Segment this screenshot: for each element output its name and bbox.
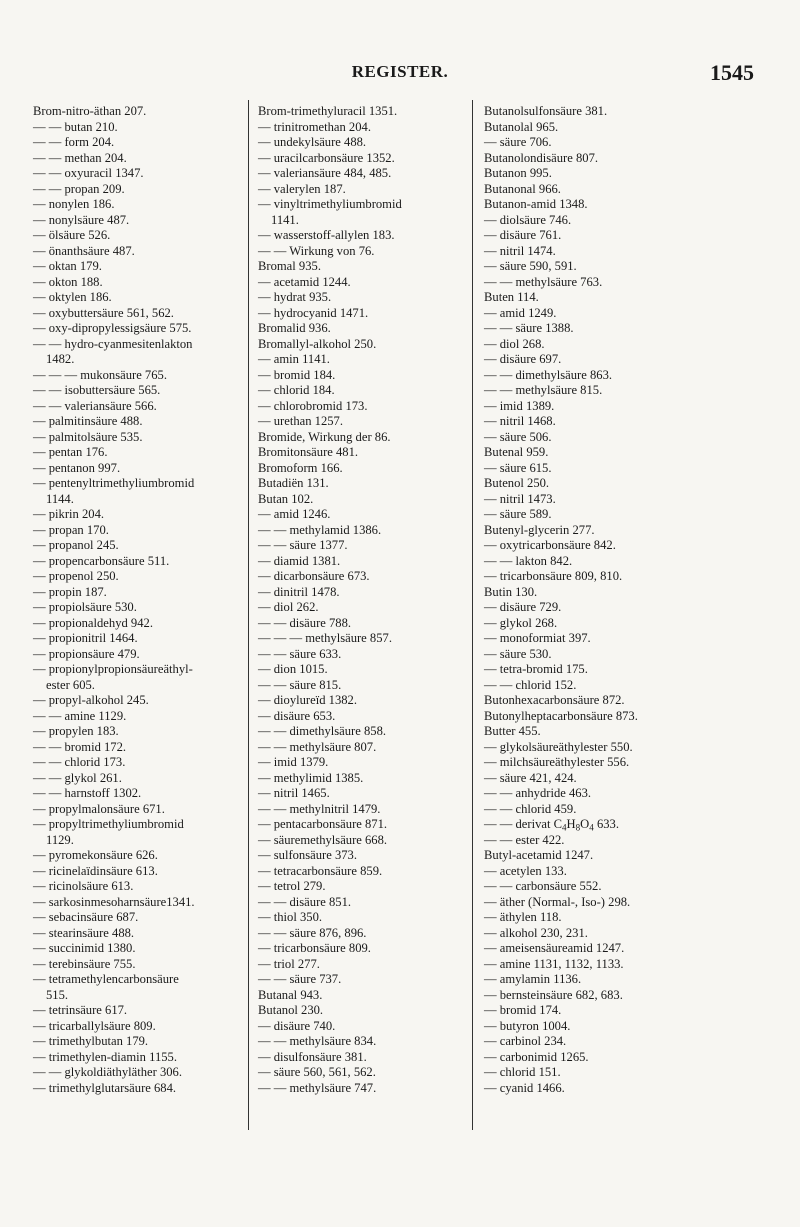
index-entry: — — disäure 851.: [258, 894, 352, 909]
index-entry: — — säure 1377.: [258, 538, 348, 552]
index-entry: — — bromid 172.: [33, 739, 127, 754]
index-entry: — säure 590, 591.: [484, 259, 577, 273]
index-entry: Butanolsulfonsäure 381.: [484, 104, 608, 118]
index-entry: — tetrol 279.: [258, 879, 326, 893]
index-entry: — — chlorid 459.: [484, 801, 577, 816]
index-entry: — amin 1141.: [258, 352, 330, 366]
index-entry: Butanon-amid 1348.: [484, 197, 588, 211]
index-entry: — — chlorid 173.: [33, 755, 126, 769]
index-entry: — butyron 1004.: [484, 1018, 571, 1033]
index-entry: — — glykol 261.: [33, 770, 122, 785]
index-entry: — succinimid 1380.: [33, 941, 136, 955]
index-entry: — säure 530.: [484, 646, 552, 661]
index-entry: — acetamid 1244.: [258, 274, 351, 289]
index-entry: — diol 262.: [258, 600, 319, 614]
index-entry: — — methylsäure 807.: [258, 739, 377, 754]
index-entry: — carbonimid 1265.: [484, 1049, 589, 1064]
index-entry: Butenol 250.: [484, 476, 550, 490]
column-divider: [472, 100, 473, 1130]
index-entry: — — methylsäure 747.: [258, 1080, 377, 1095]
index-entry: — — amine 1129.: [33, 708, 127, 723]
index-entry: — sarkosinmesoharnsäure1341.: [33, 894, 195, 909]
index-entry: — thiol 350.: [258, 910, 323, 924]
index-entry: — — disäure 788.: [258, 615, 352, 630]
index-entry: — — harnstoff 1302.: [33, 786, 142, 800]
index-entry: 515.: [46, 987, 69, 1002]
index-entry: — — form 204.: [33, 135, 115, 149]
index-entry: Butanol 230.: [258, 1003, 324, 1017]
index-entry: Butadiën 131.: [258, 476, 329, 490]
index-entry: Brom-nitro-äthan 207.: [33, 104, 147, 118]
index-entry: — — chlorid 152.: [484, 677, 577, 692]
index-entry: — hydrocyanid 1471.: [258, 305, 369, 320]
index-entry: — — dimethylsäure 858.: [258, 724, 387, 738]
index-entry: — oxytricarbonsäure 842.: [484, 538, 616, 552]
index-column-2: [258, 104, 472, 1096]
index-entry: — pentenyltrimethyliumbromid: [33, 476, 195, 490]
index-entry: — ricinelaïdinsäure 613.: [33, 863, 158, 878]
index-entry: — — isobuttersäure 565.: [33, 383, 161, 397]
index-entry: — disäure 729.: [484, 600, 562, 614]
index-entry: — — methylsäure 815.: [484, 383, 603, 397]
index-entry: — säuremethylsäure 668.: [258, 832, 388, 847]
index-entry: — nitril 1474.: [484, 243, 556, 258]
index-entry: — önanthsäure 487.: [33, 243, 135, 258]
index-entry: ester 605.: [46, 677, 95, 692]
index-entry: — ameisensäureamid 1247.: [484, 941, 625, 955]
index-entry: — bromid 184.: [258, 367, 336, 382]
index-entry: — trimethylen-diamin 1155.: [33, 1049, 177, 1064]
index-entry: — propionsäure 479.: [33, 646, 140, 661]
index-entry: — uracilcarbonsäure 1352.: [258, 150, 395, 165]
index-entry: — tricarbonsäure 809, 810.: [484, 569, 623, 583]
index-entry: — bromid 174.: [484, 1003, 562, 1017]
index-entry: — chlorobromid 173.: [258, 398, 368, 413]
index-entry: 1129.: [46, 832, 74, 847]
index-entry: — — methylsäure 763.: [484, 274, 603, 289]
index-entry: — ölsäure 526.: [33, 228, 111, 242]
index-entry: — — glykoldiäthyläther 306.: [33, 1065, 183, 1079]
index-entry: — glykol 268.: [484, 615, 558, 630]
index-entry: — tricarbonsäure 809.: [258, 941, 371, 955]
index-entry: — pyromekonsäure 626.: [33, 848, 158, 862]
index-entry: — cyanid 1466.: [484, 1080, 565, 1095]
index-entry: — chlorid 184.: [258, 383, 335, 397]
index-entry: — trinitromethan 204.: [258, 119, 371, 134]
index-entry: — propanol 245.: [33, 538, 119, 552]
index-entry: — — ester 422.: [484, 832, 565, 847]
index-entry: — hydrat 935.: [258, 290, 332, 304]
index-entry: 1141.: [271, 212, 299, 227]
index-entry: — propencarbonsäure 511.: [33, 553, 170, 568]
index-entry: — propylen 183.: [33, 724, 119, 738]
index-entry: — vinyltrimethyliumbromid: [258, 197, 402, 211]
index-entry: — dioylureïd 1382.: [258, 693, 357, 707]
index-entry: — nonylsäure 487.: [33, 212, 130, 227]
index-entry: — oxybuttersäure 561, 562.: [33, 305, 174, 320]
index-entry: — pentacarbonsäure 871.: [258, 817, 388, 831]
index-entry: — säure 421, 424.: [484, 770, 577, 785]
index-entry: Bromallyl-alkohol 250.: [258, 336, 377, 351]
index-entry: — propiolsäure 530.: [33, 600, 137, 614]
index-entry: Butter 455.: [484, 724, 541, 738]
index-entry: — sulfonsäure 373.: [258, 848, 357, 862]
index-entry: — säure 706.: [484, 135, 552, 149]
index-entry: — oktylen 186.: [33, 290, 112, 304]
index-entry: Butanon 995.: [484, 166, 552, 180]
index-entry: — disäure 653.: [258, 708, 336, 723]
index-entry: — milchsäureäthylester 556.: [484, 755, 630, 769]
index-entry: — okton 188.: [33, 274, 103, 289]
index-entry: — glykolsäureäthylester 550.: [484, 739, 633, 754]
index-entry: 1144.: [46, 491, 74, 506]
index-entry: 1482.: [46, 352, 75, 366]
index-entry: — säure 615.: [484, 460, 552, 475]
index-entry: — pentanon 997.: [33, 460, 121, 475]
index-entry: — diamid 1381.: [258, 553, 341, 568]
index-entry: — methylimid 1385.: [258, 770, 364, 785]
index-entry: — äthylen 118.: [484, 910, 562, 924]
index-entry: — chlorid 151.: [484, 1065, 561, 1079]
index-entry: — säure 589.: [484, 507, 552, 521]
index-entry: — — butan 210.: [33, 119, 118, 134]
index-entry: — — derivat $C_4H_8O_4$ 633.: [484, 817, 619, 833]
index-entry: — tricarballylsäure 809.: [33, 1018, 156, 1033]
index-entry: — disäure 697.: [484, 352, 562, 366]
index-entry: — monoformiat 397.: [484, 631, 591, 645]
index-entry: — ricinolsäure 613.: [33, 879, 134, 893]
index-entry: — — methylsäure 834.: [258, 1034, 377, 1048]
index-entry: Butin 130.: [484, 584, 538, 599]
index-entry: Bromoform 166.: [258, 460, 343, 475]
index-entry: — — säure 633.: [258, 646, 342, 661]
index-entry: — amid 1246.: [258, 507, 331, 521]
index-entry: — oktan 179.: [33, 259, 102, 273]
index-entry: — undekylsäure 488.: [258, 135, 367, 149]
index-entry: — oxy-dipropylessigsäure 575.: [33, 321, 192, 335]
index-entry: — amylamin 1136.: [484, 972, 582, 986]
index-entry: — — methylnitril 1479.: [258, 801, 381, 816]
index-entry: — — säure 876, 896.: [258, 925, 367, 940]
index-entry: — carbinol 234.: [484, 1034, 567, 1048]
index-entry: — pentan 176.: [33, 445, 108, 459]
index-entry: — — — methylsäure 857.: [258, 631, 392, 645]
index-entry: — — carbonsäure 552.: [484, 879, 602, 893]
index-entry: Butonylheptacarbonsäure 873.: [484, 708, 638, 723]
index-entry: Bromide, Wirkung der 86.: [258, 429, 391, 444]
index-entry: — trimethylbutan 179.: [33, 1034, 149, 1048]
index-entry: — — — mukonsäure 765.: [33, 367, 167, 382]
index-entry: Butanolondisäure 807.: [484, 150, 599, 165]
index-entry: — tetramethylencarbonsäure: [33, 972, 179, 986]
index-entry: — trimethylglutarsäure 684.: [33, 1080, 177, 1095]
index-entry: — triol 277.: [258, 956, 320, 971]
index-entry: — imid 1389.: [484, 398, 555, 413]
index-entry: — — dimethylsäure 863.: [484, 367, 613, 382]
index-entry: — propyltrimethyliumbromid: [33, 817, 184, 831]
index-entry: Buten 114.: [484, 290, 539, 304]
index-entry: Butanolal 965.: [484, 119, 559, 134]
index-entry: — nitril 1468.: [484, 414, 556, 428]
index-entry: — äther (Normal-, Iso-) 298.: [484, 894, 631, 909]
page-number: 1545: [710, 60, 754, 85]
index-entry: — säure 560, 561, 562.: [258, 1065, 376, 1079]
index-entry: — palmitolsäure 535.: [33, 429, 143, 444]
index-entry: — dion 1015.: [258, 662, 328, 676]
index-entry: — — Wirkung von 76.: [258, 243, 375, 258]
index-entry: — disäure 761.: [484, 228, 562, 242]
index-column-1: [33, 104, 251, 1096]
index-entry: — amid 1249.: [484, 305, 557, 320]
page-title: REGISTER.: [351, 62, 449, 81]
index-entry: — disäure 740.: [258, 1018, 336, 1033]
index-entry: — valerylen 187.: [258, 181, 346, 196]
index-column-3: [484, 104, 784, 1096]
index-entry: — propin 187.: [33, 584, 107, 599]
index-entry: Butenyl-glycerin 277.: [484, 522, 595, 537]
index-entry: — palmitinsäure 488.: [33, 414, 143, 428]
index-entry: — propylmalonsäure 671.: [33, 801, 165, 816]
index-entry: — säure 506.: [484, 429, 552, 444]
index-entry: — tetra-bromid 175.: [484, 662, 588, 676]
index-entry: — — valeriansäure 566.: [33, 398, 157, 413]
index-entry: Butan 102.: [258, 491, 314, 506]
index-entry: — propyl-alkohol 245.: [33, 693, 149, 707]
index-entry: — pikrin 204.: [33, 507, 105, 521]
index-entry: — bernsteinsäure 682, 683.: [484, 987, 623, 1002]
index-entry: — propenol 250.: [33, 569, 119, 583]
index-entry: Brom-trimethyluracil 1351.: [258, 104, 398, 118]
index-entry: — nitril 1465.: [258, 786, 330, 800]
index-entry: — — methylamid 1386.: [258, 522, 382, 537]
index-entry: — propan 170.: [33, 522, 109, 537]
index-entry: — valeriansäure 484, 485.: [258, 166, 392, 180]
index-entry: — diolsäure 746.: [484, 212, 572, 227]
index-entry: — stearinsäure 488.: [33, 925, 135, 940]
index-entry: — — propan 209.: [33, 181, 125, 196]
index-entry: Bromal 935.: [258, 259, 321, 273]
page-header: [30, 62, 770, 86]
index-entry: Butenal 959.: [484, 445, 549, 459]
index-entry: Butanonal 966.: [484, 181, 561, 196]
index-entry: Bromitonsäure 481.: [258, 445, 359, 459]
index-entry: — propionitril 1464.: [33, 631, 138, 645]
index-entry: — — anhydride 463.: [484, 786, 592, 800]
index-entry: Bromalid 936.: [258, 321, 331, 335]
index-entry: — — methan 204.: [33, 150, 127, 165]
index-entry: Butanal 943.: [258, 987, 323, 1002]
index-entry: — acetylen 133.: [484, 863, 567, 878]
index-entry: — — lakton 842.: [484, 553, 573, 568]
index-entry: — amine 1131, 1132, 1133.: [484, 956, 624, 971]
index-entry: — nonylen 186.: [33, 197, 115, 211]
index-entry: — propionylpropionsäureäthyl-: [33, 662, 193, 676]
index-entry: — tetracarbonsäure 859.: [258, 863, 383, 878]
index-entry: Butyl-acetamid 1247.: [484, 848, 594, 862]
index-entry: — — säure 1388.: [484, 321, 574, 335]
index-entry: — diol 268.: [484, 336, 545, 351]
index-entry: — dinitril 1478.: [258, 584, 340, 599]
index-entry: — alkohol 230, 231.: [484, 925, 588, 940]
index-entry: — urethan 1257.: [258, 414, 343, 428]
index-entry: — — hydro-cyanmesitenlakton: [33, 336, 193, 351]
index-entry: — imid 1379.: [258, 755, 329, 769]
index-entry: — wasserstoff-allylen 183.: [258, 228, 395, 242]
index-entry: — propionaldehyd 942.: [33, 615, 153, 630]
index-entry: — terebinsäure 755.: [33, 956, 136, 971]
index-entry: — — säure 815.: [258, 677, 342, 692]
index-entry: — dicarbonsäure 673.: [258, 569, 370, 583]
index-entry: — sebacinsäure 687.: [33, 910, 139, 924]
index-entry: — tetrinsäure 617.: [33, 1003, 128, 1017]
index-entry: — disulfonsäure 381.: [258, 1049, 367, 1064]
index-entry: — — oxyuracil 1347.: [33, 166, 144, 180]
index-entry: — — säure 737.: [258, 972, 342, 986]
index-entry: Butonhexacarbonsäure 872.: [484, 693, 625, 707]
index-entry: — nitril 1473.: [484, 491, 556, 506]
